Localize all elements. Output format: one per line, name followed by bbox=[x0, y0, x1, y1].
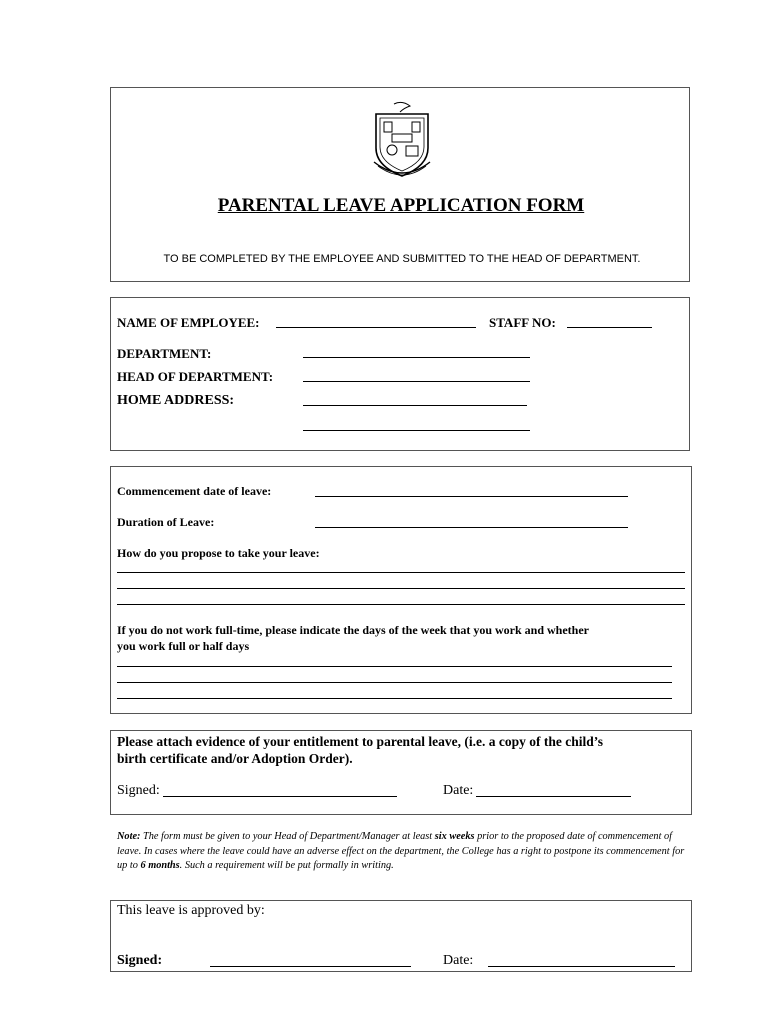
parttime-label-line-2: you work full or half days bbox=[117, 639, 250, 653]
approval-signature-field[interactable] bbox=[210, 966, 411, 967]
commencement-field[interactable] bbox=[315, 496, 628, 497]
note-label: Note: bbox=[117, 831, 141, 842]
head-of-department-label: HEAD OF DEPARTMENT: bbox=[117, 369, 274, 384]
approval-date-label: Date: bbox=[443, 953, 474, 968]
note-text-3: . Such a requirement will be put formally in writing. bbox=[179, 860, 394, 871]
note-text-2: prior to the proposed date of commencement of leave. In cases where the leave could have an adverse effect on the department, the College has a right to postpone its commencement for up to bbox=[117, 831, 685, 871]
parttime-field-1[interactable] bbox=[117, 666, 672, 667]
evidence-date-label: Date: bbox=[443, 783, 474, 798]
parttime-field-3[interactable] bbox=[117, 698, 672, 699]
duration-label: Duration of Leave: bbox=[117, 515, 215, 529]
propose-label: How do you propose to take your leave: bbox=[117, 546, 320, 560]
instruction-text: TO BE COMPLETED BY THE EMPLOYEE AND SUBMITTED TO THE HEAD OF DEPARTMENT. bbox=[163, 253, 641, 265]
evidence-text-line-1: Please attach evidence of your entitlement to parental leave, (i.e. a copy of the child’s bbox=[117, 734, 604, 749]
parttime-field-2[interactable] bbox=[117, 682, 672, 683]
department-label: DEPARTMENT: bbox=[117, 346, 212, 361]
page-title: PARENTAL LEAVE APPLICATION FORM bbox=[217, 195, 585, 216]
propose-field-3[interactable] bbox=[117, 604, 685, 605]
note-text-1: The form must be given to your Head of Department/Manager at least bbox=[140, 831, 435, 842]
propose-field-2[interactable] bbox=[117, 588, 685, 589]
evidence-text-line-2: birth certificate and/or Adoption Order). bbox=[117, 751, 353, 766]
approval-signed-label: Signed: bbox=[117, 953, 163, 968]
evidence-signed-label: Signed: bbox=[117, 783, 160, 798]
evidence-signature-field[interactable] bbox=[163, 796, 397, 797]
parttime-label-line-1: If you do not work full-time, please indicate the days of the week that you work and whether bbox=[117, 623, 589, 637]
note-six-weeks: six weeks bbox=[434, 831, 475, 842]
home-address-field-1[interactable] bbox=[303, 405, 527, 406]
college-crest-icon bbox=[370, 100, 434, 180]
employee-name-field[interactable] bbox=[276, 327, 476, 328]
head-of-department-field[interactable] bbox=[303, 381, 530, 382]
home-address-label: HOME ADDRESS: bbox=[117, 393, 235, 408]
commencement-label: Commencement date of leave: bbox=[117, 484, 272, 498]
propose-field-1[interactable] bbox=[117, 572, 685, 573]
staff-no-field[interactable] bbox=[567, 327, 652, 328]
approved-by-label: This leave is approved by: bbox=[117, 903, 265, 918]
leave-details-box bbox=[110, 466, 692, 714]
home-address-field-2[interactable] bbox=[303, 430, 530, 431]
note-six-months: 6 months bbox=[140, 860, 180, 871]
employee-name-label: NAME OF EMPLOYEE: bbox=[117, 315, 260, 330]
duration-field[interactable] bbox=[315, 527, 628, 528]
department-field[interactable] bbox=[303, 357, 530, 358]
note-paragraph bbox=[117, 830, 687, 874]
staff-no-label: STAFF NO: bbox=[489, 315, 556, 330]
evidence-date-field[interactable] bbox=[476, 796, 631, 797]
approval-date-field[interactable] bbox=[488, 966, 675, 967]
